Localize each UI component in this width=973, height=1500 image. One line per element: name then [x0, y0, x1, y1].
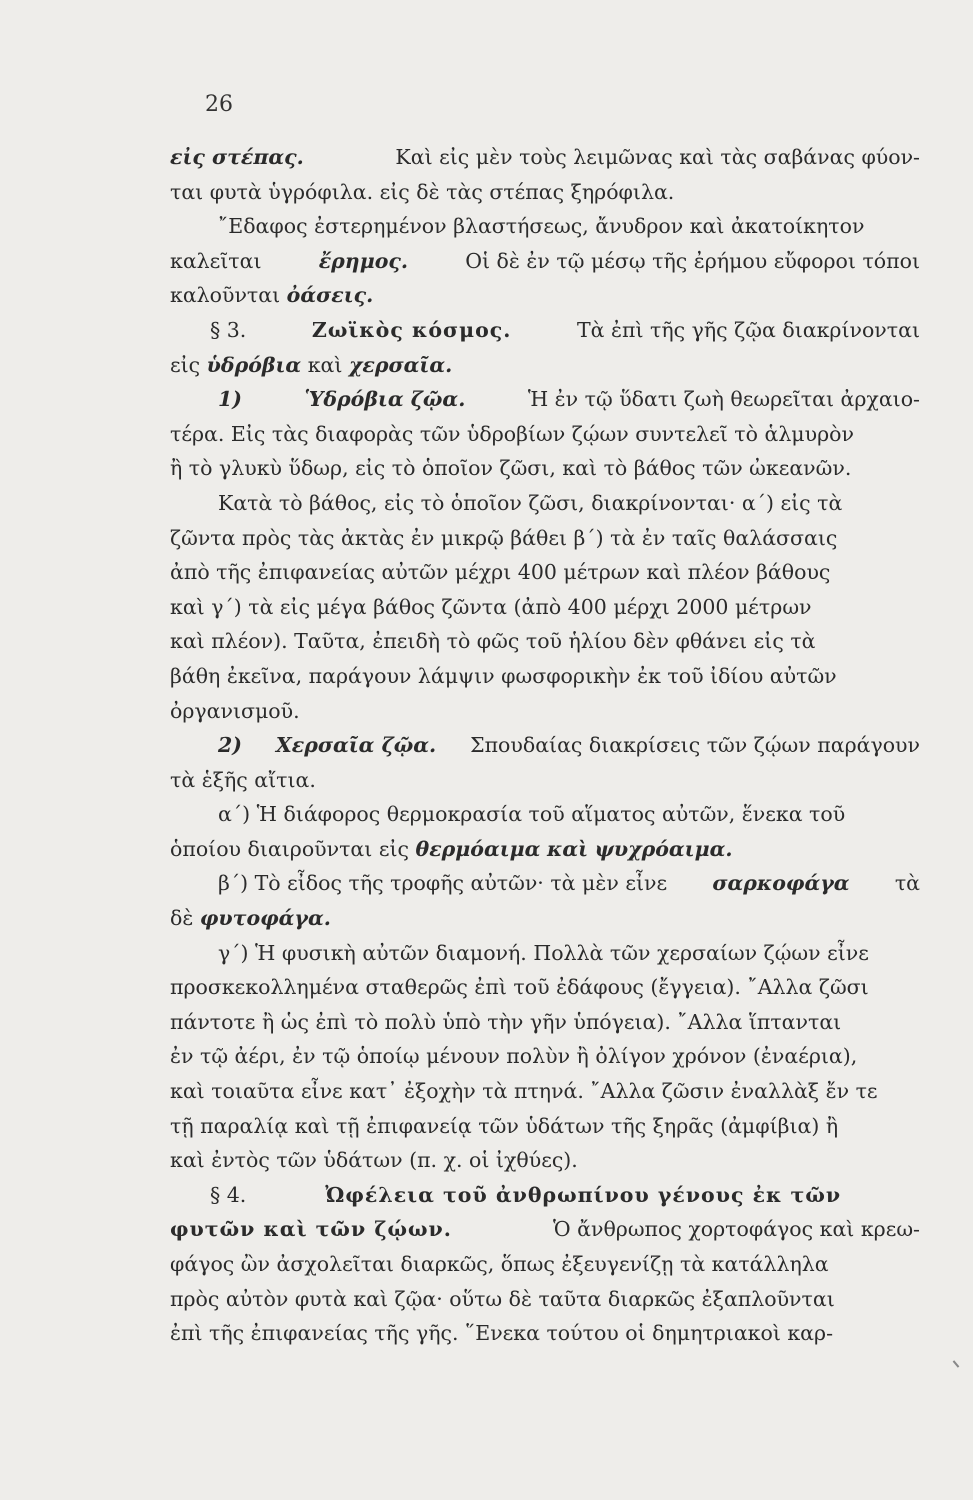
line-text: β΄) Τὸ εἶδος τῆς τροφῆς αὐτῶν· τὰ μὲν εἶνε [218, 871, 668, 896]
line-text: ῎Εδαφος ἐστερημένον βλαστήσεως, ἄνυδρον καὶ ἀκατοίκητον [218, 214, 865, 239]
line-text: ἢ τὸ γλυκὺ ὕδωρ, εἰς τὸ ὁποῖον ζῶσι, καὶ τὸ βάθος τῶν ὠκεανῶν. [170, 456, 852, 481]
text-line [170, 1039, 920, 1074]
line-text: ζῶντα πρὸς τὰς ἀκτὰς ἐν μικρῷ βάθει β΄) τὰ ἐν ταῖς θαλάσσαις [170, 525, 838, 550]
section-title: Ὠφέλεια τοῦ ἀνθρωπίνου γένους ἐκ τῶν [325, 1182, 842, 1207]
line-text: καλεῖται [170, 248, 262, 273]
text-line [170, 1247, 920, 1282]
text-line [170, 486, 920, 521]
text-line [170, 624, 920, 659]
text-line [170, 694, 920, 729]
italic-term: ἔρημος. [318, 248, 409, 273]
section-heading-line [170, 313, 920, 348]
text-line [170, 659, 920, 694]
line-text: ἐν τῷ ἀέρι, ἐν τῷ ὁποίῳ μένουν πολὺν ἢ ὀλίγον χρόνον (ἐναέρια), [170, 1044, 858, 1069]
line-text: ἐπὶ τῆς ἐπιφανείας τῆς γῆς. ῞Ενεκα τούτου οἱ δημητριακοὶ καρ- [170, 1321, 834, 1346]
line-text: Κατὰ τὸ βάθος, εἰς τὸ ὁποῖον ζῶσι, διακρίνονται· α΄) εἰς τὰ [218, 490, 843, 515]
text-line [170, 451, 920, 486]
line-text: Οἱ δὲ ἐν τῷ μέσῳ τῆς ἐρήμου εὔφοροι τόποι [465, 248, 920, 273]
line-text: προσκεκολλημένα σταθερῶς ἐπὶ τοῦ ἐδάφους (ἔγγεια). ῎Αλλα ζῶσι [170, 975, 869, 1000]
line-text: τῇ παραλίᾳ καὶ τῇ ἐπιφανείᾳ τῶν ὑδάτων τῆς ξηρᾶς (ἀμφίβια) ἢ [170, 1113, 839, 1138]
line-text: ὀργανισμοῦ. [170, 698, 300, 723]
line-text: τὰ [894, 871, 920, 896]
italic-term: χερσαῖα. [348, 352, 453, 377]
italic-term: φυτοφάγα. [199, 906, 331, 931]
line-text: καὶ [307, 352, 343, 377]
text-line [170, 970, 920, 1005]
text-line [170, 555, 920, 590]
section-title-continued: φυτῶν καὶ τῶν ζῴων. [170, 1217, 452, 1242]
text-line [170, 1212, 920, 1247]
line-text: καὶ γ΄) τὰ εἰς μέγα βάθος ζῶντα (ἀπὸ 400 μέρχι 2000 μέτρων [170, 594, 812, 619]
subheading-title: Ὑδρόβια ζῷα. [304, 387, 466, 412]
line-text: ἀπὸ τῆς ἐπιφανείας αὐτῶν μέχρι 400 μέτρων καὶ πλέον βάθους [170, 560, 831, 585]
line-text: Ὁ ἄνθρωπος χορτοφάγος καὶ κρεω- [553, 1217, 920, 1242]
text-line [170, 1143, 920, 1178]
line-text: καὶ ἐντὸς τῶν ὑδάτων (π. χ. οἱ ἰχθύες). [170, 1148, 578, 1173]
text-line [170, 901, 920, 936]
line-text: Ἡ ἐν τῷ ὕδατι ζωὴ θεωρεῖται ἀρχαιο- [527, 387, 920, 412]
text-line [170, 278, 920, 313]
body-text [170, 140, 920, 1351]
text-line [170, 140, 920, 175]
text-line [170, 417, 920, 452]
line-text: τέρα. Εἰς τὰς διαφορὰς τῶν ὑδροβίων ζῴων συντελεῖ τὸ ἁλμυρὸν [170, 421, 854, 446]
sub-number: 1) [218, 387, 242, 412]
line-text: πρὸς αὐτὸν φυτὰ καὶ ζῷα· οὕτω δὲ ταῦτα διαρκῶς ἐξαπλοῦνται [170, 1286, 835, 1311]
text-line [170, 244, 920, 279]
text-line [170, 1005, 920, 1040]
line-text: ὁποίου διαιροῦνται εἰς [170, 836, 409, 861]
text-line [170, 175, 920, 210]
section-number: § 3. [210, 317, 247, 342]
text-line [170, 832, 920, 867]
line-text: Καὶ εἰς μὲν τοὺς λειμῶνας καὶ τὰς σαβάνας φύον- [395, 145, 920, 169]
line-text: καὶ [546, 836, 589, 861]
text-line [170, 763, 920, 798]
text-line [170, 936, 920, 971]
line-text: α΄) Ἡ διάφορος θερμοκρασία τοῦ αἵματος αὐτῶν, ἕνεκα τοῦ [218, 802, 846, 827]
page-number: 26 [205, 92, 233, 117]
line-text: βάθη ἐκεῖνα, παράγουν λάμψιν φωσφορικὴν ἐκ τοῦ ἰδίου αὐτῶν [170, 663, 837, 688]
line-text: Σπουδαίας διακρίσεις τῶν ζῴων παράγουν [470, 733, 920, 758]
line-text: καὶ τοιαῦτα εἶνε κατ᾽ ἐξοχὴν τὰ πτηνά. ῎Αλλα ζῶσιν ἐναλλὰξ ἔν τε [170, 1079, 878, 1104]
line-text: καὶ πλέον). Ταῦτα, ἐπειδὴ τὸ φῶς τοῦ ἡλίου δὲν φθάνει εἰς τὰ [170, 629, 816, 654]
line-text: Τὰ ἐπὶ τῆς γῆς ζῷα διακρίνονται [576, 317, 920, 342]
italic-term: ψυχρόαιμα. [594, 836, 733, 861]
section-number: § 4. [210, 1182, 247, 1207]
section-title: Ζωϊκὸς κόσμος. [311, 317, 512, 342]
text-line [170, 1109, 920, 1144]
text-line [170, 866, 920, 901]
section-heading-line [170, 1178, 920, 1213]
italic-term: ὀάσεις. [286, 283, 374, 308]
text-line [170, 1282, 920, 1317]
line-text: φάγος ὢν ἀσχολεῖται διαρκῶς, ὅπως ἐξευγενίζῃ τὰ κατάλληλα [170, 1252, 829, 1276]
line-text: γ΄) Ἡ φυσικὴ αὐτῶν διαμονή. Πολλὰ τῶν χερσαίων ζῴων εἶνε [218, 940, 869, 965]
subheading-title: Χερσαῖα ζῷα. [275, 733, 437, 758]
subheading-line [170, 382, 920, 417]
text-line [170, 1074, 920, 1109]
line-text: τὰ ἑξῆς αἴτια. [170, 767, 316, 792]
text-line [170, 521, 920, 556]
text-line [170, 348, 920, 383]
text-line [170, 590, 920, 625]
paper-mark [953, 1360, 960, 1367]
italic-term: θερμόαιμα [415, 836, 541, 861]
text-line [170, 209, 920, 244]
text-line [170, 1316, 920, 1351]
italic-term: ὑδρόβια [206, 352, 302, 377]
line-text: πάντοτε ἢ ὡς ἐπὶ τὸ πολὺ ὑπὸ τὴν γῆν ὑπόγεια). ῎Αλλα ἵπτανται [170, 1009, 842, 1034]
line-text: εἰς [170, 352, 201, 377]
line-text: ται φυτὰ ὑγρόφιλα. εἰς δὲ τὰς στέπας ξηρόφιλα. [170, 179, 675, 204]
italic-term: εἰς στέπας. [170, 145, 304, 169]
line-text: δὲ [170, 906, 194, 931]
sub-number: 2) [218, 733, 242, 758]
subheading-line [170, 728, 920, 763]
line-text: καλοῦνται [170, 283, 281, 308]
italic-term: σαρκοφάγα [712, 871, 850, 896]
text-line [170, 797, 920, 832]
